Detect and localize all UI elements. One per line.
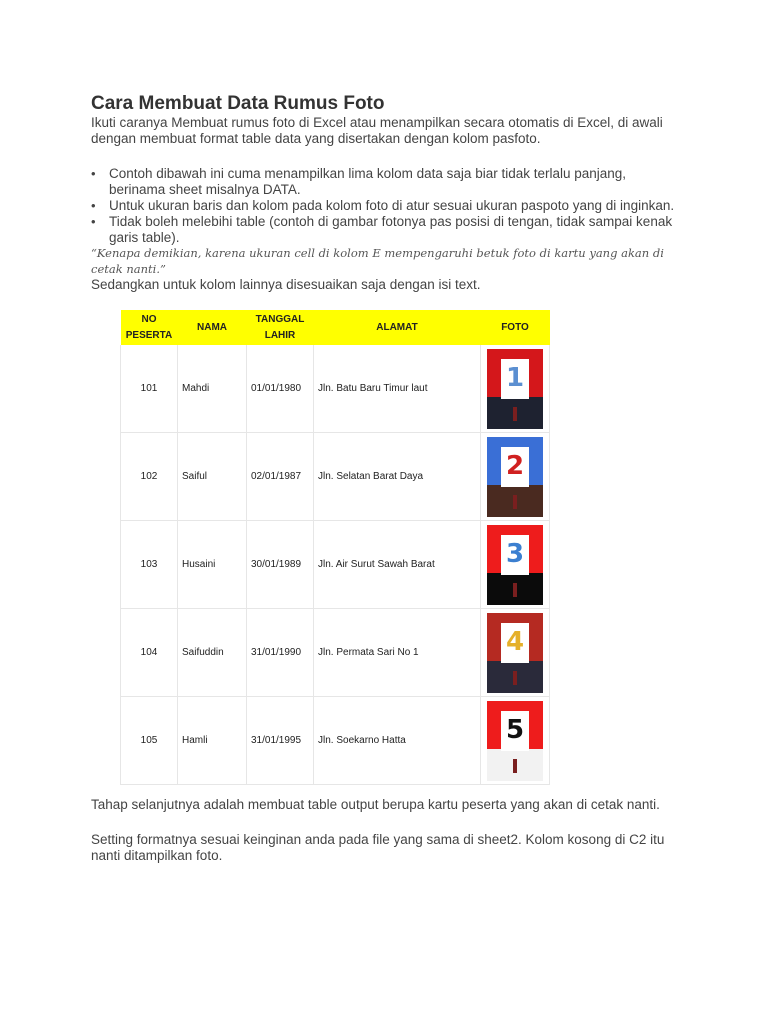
cell-foto (481, 609, 550, 697)
intro-paragraph: Ikuti caranya Membuat rumus foto di Excel atau menampilkan secara otomatis di Excel, di awali dengan membuat format table data yang disertakan dengan kolom pasfoto. (91, 115, 663, 146)
cell-nama: Husaini (178, 521, 247, 609)
cell-alamat: Jln. Air Surut Sawah Barat (314, 521, 481, 609)
page-title: Cara Membuat Data Rumus Foto (91, 93, 385, 114)
passport-photo (487, 437, 543, 517)
cell-no-peserta: 102 (121, 433, 178, 521)
cell-alamat: Jln. Selatan Barat Daya (314, 433, 481, 521)
quote-text: “Kenapa demikian, karena ukuran cell di kolom E mempengaruhi betuk foto di kartu yang akan di cetak nanti.” (91, 246, 664, 276)
after-quote-paragraph: Sedangkan untuk kolom lainnya disesuaikan saja dengan isi text. (91, 277, 481, 292)
cell-tanggal-lahir: 30/01/1989 (247, 521, 314, 609)
bullet-item: • Tidak boleh melebihi table (contoh di gambar fotonya pas posisi di tengan, tidak sampai kenak garis table). (91, 214, 681, 246)
cell-tanggal-lahir: 02/01/1987 (247, 433, 314, 521)
data-table (120, 310, 550, 785)
cell-no-peserta: 105 (121, 697, 178, 785)
cell-tanggal-lahir: 01/01/1980 (247, 345, 314, 433)
table-row (121, 697, 550, 785)
cell-foto (481, 345, 550, 433)
photo-number: 2 (505, 450, 525, 481)
cell-nama: Saifuddin (178, 609, 247, 697)
photo-number: 1 (505, 362, 525, 393)
table-row (121, 609, 550, 697)
photo-number: 4 (505, 626, 525, 657)
cell-alamat: Jln. Batu Baru Timur laut (314, 345, 481, 433)
cell-no-peserta: 103 (121, 521, 178, 609)
bullet-item: • Contoh dibawah ini cuma menampilkan lima kolom data saja biar tidak terlalu panjang, berinama sheet misalnya DATA. (91, 166, 681, 198)
bullet-list (91, 166, 681, 246)
note-paragraph-1: Tahap selanjutnya adalah membuat table output berupa kartu peserta yang akan di cetak nanti. (91, 797, 660, 812)
header-nama: NAMA (178, 310, 247, 345)
cell-foto (481, 697, 550, 785)
cell-tanggal-lahir: 31/01/1990 (247, 609, 314, 697)
cell-no-peserta: 101 (121, 345, 178, 433)
table-header-row (121, 310, 550, 345)
header-tanggal-lahir: TANGGAL LAHIR (247, 310, 314, 345)
cell-nama: Hamli (178, 697, 247, 785)
table-row (121, 433, 550, 521)
cell-foto (481, 521, 550, 609)
note-paragraph-2: Setting formatnya sesuai keinginan anda pada file yang sama di sheet2. Kolom kosong di C2 itu nanti ditampilkan foto. (91, 832, 665, 863)
cell-alamat: Jln. Permata Sari No 1 (314, 609, 481, 697)
passport-photo (487, 525, 543, 605)
photo-tie (513, 583, 517, 597)
cell-no-peserta: 104 (121, 609, 178, 697)
header-alamat: ALAMAT (314, 310, 481, 345)
passport-photo (487, 701, 543, 781)
table-row (121, 345, 550, 433)
header-no-peserta: NO PESERTA (121, 310, 178, 345)
table-row (121, 521, 550, 609)
photo-tie (513, 759, 517, 773)
cell-nama: Mahdi (178, 345, 247, 433)
photo-tie (513, 671, 517, 685)
photo-number: 3 (505, 538, 525, 569)
cell-tanggal-lahir: 31/01/1995 (247, 697, 314, 785)
header-foto: FOTO (481, 310, 550, 345)
passport-photo (487, 349, 543, 429)
cell-foto (481, 433, 550, 521)
photo-tie (513, 495, 517, 509)
photo-tie (513, 407, 517, 421)
cell-alamat: Jln. Soekarno Hatta (314, 697, 481, 785)
passport-photo (487, 613, 543, 693)
photo-number: 5 (505, 714, 525, 745)
bullet-item: • Untuk ukuran baris dan kolom pada kolom foto di atur sesuai ukuran paspoto yang di inginkan. (91, 198, 681, 214)
cell-nama: Saiful (178, 433, 247, 521)
